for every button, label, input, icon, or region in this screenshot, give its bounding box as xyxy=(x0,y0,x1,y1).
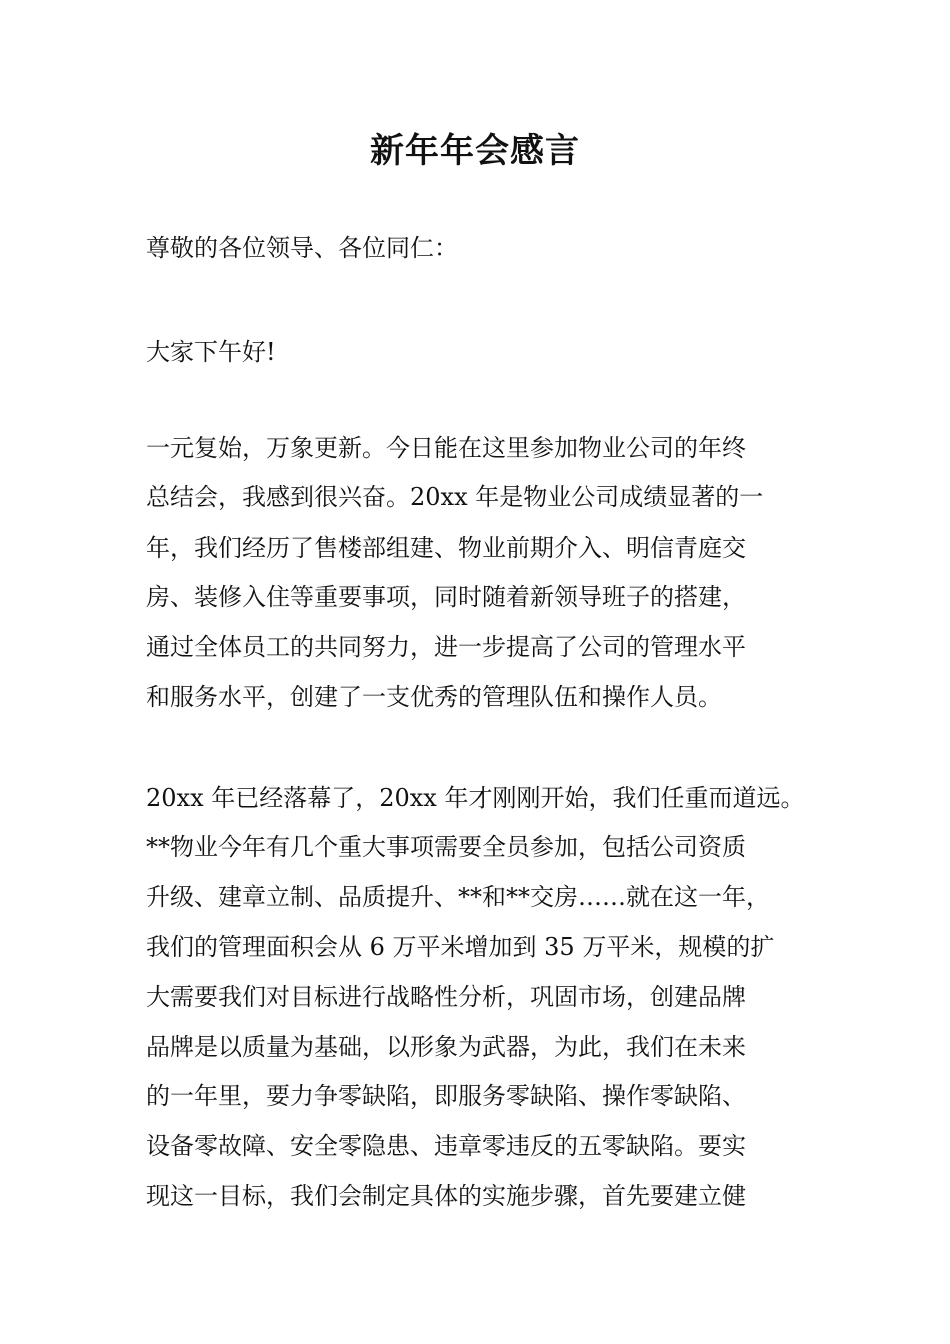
paragraph-line: 20xx 年已经落幕了，20xx 年才刚刚开始，我们任重而道远。 xyxy=(146,784,805,812)
paragraph-line: 设备零故障、安全零隐患、违章零违反的五零缺陷。要实 xyxy=(146,1132,746,1160)
paragraph-line: 的一年里，要力争零缺陷，即服务零缺陷、操作零缺陷、 xyxy=(146,1082,746,1110)
paragraph-line: 通过全体员工的共同努力，进一步提高了公司的管理水平 xyxy=(146,633,746,661)
paragraph-line: 品牌是以质量为基础，以形象为武器，为此，我们在未来 xyxy=(146,1033,746,1061)
paragraph-line: 总结会，我感到很兴奋。20xx 年是物业公司成绩显著的一 xyxy=(146,483,764,511)
paragraph-line: 大需要我们对目标进行战略性分析，巩固市场，创建品牌 xyxy=(146,983,746,1011)
paragraph-line: 现这一目标，我们会制定具体的实施步骤，首先要建立健 xyxy=(146,1182,746,1210)
paragraph-line: 我们的管理面积会从 6 万平米增加到 35 万平米，规模的扩 xyxy=(146,933,775,961)
salutation-line: 大家下午好! xyxy=(146,338,276,366)
paragraph-line: 一元复始，万象更新。今日能在这里参加物业公司的年终 xyxy=(146,434,746,462)
greeting-line: 尊敬的各位领导、各位同仁： xyxy=(146,234,458,262)
paragraph-line: 房、装修入住等重要事项，同时随着新领导班子的搭建， xyxy=(146,583,746,611)
paragraph-line: 和服务水平，创建了一支优秀的管理队伍和操作人员。 xyxy=(146,683,722,711)
paragraph-line: 升级、建章立制、品质提升、**和**交房……就在这一年， xyxy=(146,883,770,911)
paragraph-line: 年，我们经历了售楼部组建、物业前期介入、明信青庭交 xyxy=(146,534,746,562)
paragraph-line: **物业今年有几个重大事项需要全员参加，包括公司资质 xyxy=(146,833,746,861)
document-title: 新年年会感言 xyxy=(370,131,580,171)
